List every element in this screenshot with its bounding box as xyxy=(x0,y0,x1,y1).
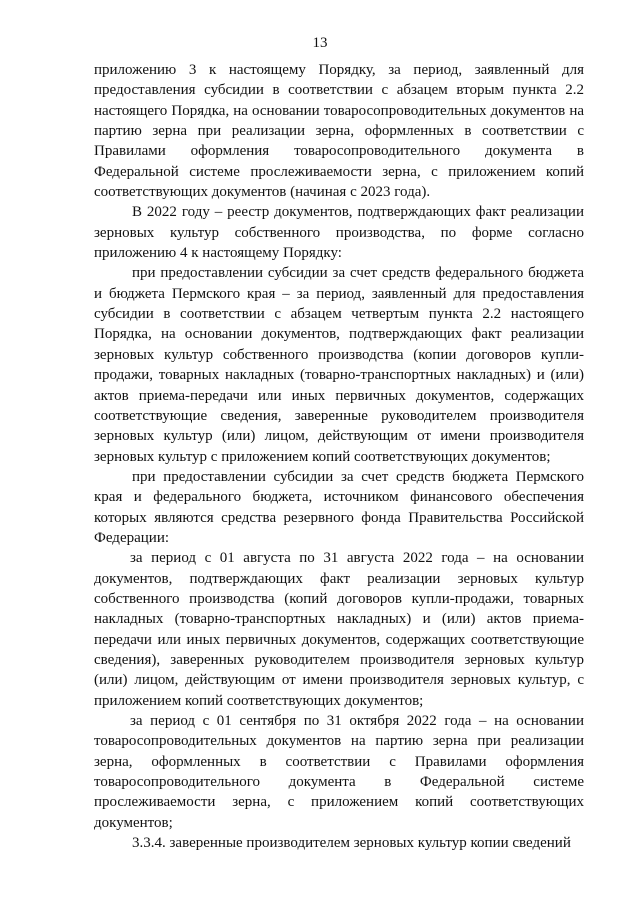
paragraph-registry-2022: В 2022 году – реестр документов, подтверждающих факт реализации зерновых культур собственного производства, по форме согласно приложению 4 к настоящему Порядку: xyxy=(94,204,584,262)
paragraph-continuation: приложению 3 к настоящему Порядку, за период, заявленный для предоставления субсидии в соответствии с абзацем вторым пункта 2.2 настоящего Порядка, на основании товаросопроводительных документов на партию зерна при реализации зерна, оформленных в соответствии с Правилами оформления товаросопроводительного документа в Федеральной системе прослеживаемости зерна, с приложением копий соответствующих документов (начиная с 2023 года). xyxy=(94,62,584,201)
paragraph-september-october-period: за период с 01 сентября по 31 октября 2022 года – на основании товаросопроводительных документов на партию зерна при реализации зерна, оформленных в соответствии с Правилами оформления товаросопроводительного документа в Федеральной системе прослеживаемости зерна, с приложением копий соответствующих документов; xyxy=(94,713,584,831)
document-body xyxy=(94,60,584,853)
page-number: 13 xyxy=(312,35,328,51)
paragraph-clause-3-3-4: 3.3.4. заверенные производителем зерновых культур копии сведений xyxy=(132,835,571,852)
paragraph-reserve-fund: при предоставлении субсидии за счет средств бюджета Пермского края и федерального бюджета, источником финансового обеспечения которых являются средства резервного фонда Правительства Российской Федерации: xyxy=(94,468,584,546)
paragraph-federal-budget: при предоставлении субсидии за счет средств федерального бюджета и бюджета Пермского края – за период, заявленный для предоставления субсидии в соответствии с абзацем четвертым пункта 2.2 настоящего Порядка, на основании документов, подтверждающих факт реализации зерновых культур собственного производства (копии договоров купли-продажи, товарных накладных (товарно-транспортных накладных) и (или) актов приема-передачи или иных первичных документов, содержащих соответствующие сведения, заверенные руководителем производителя зерновых культур (или) лицом, действующим от имени производителя зерновых культур с приложением копий соответствующих документов; xyxy=(94,265,584,465)
paragraph-august-period: за период с 01 августа по 31 августа 2022 года – на основании документов, подтверждающих факт реализации зерновых культур собственного производства (копий договоров купли-продажи, товарных накладных (товарно-транспортных накладных) и (или) актов приема-передачи или иных первичных документов, содержащих соответствующие сведения), заверенных руководителем производителя зерновых культур (или) лицом, действующим от имени производителя зерновых культур, с приложением копий соответствующих документов; xyxy=(94,550,584,709)
